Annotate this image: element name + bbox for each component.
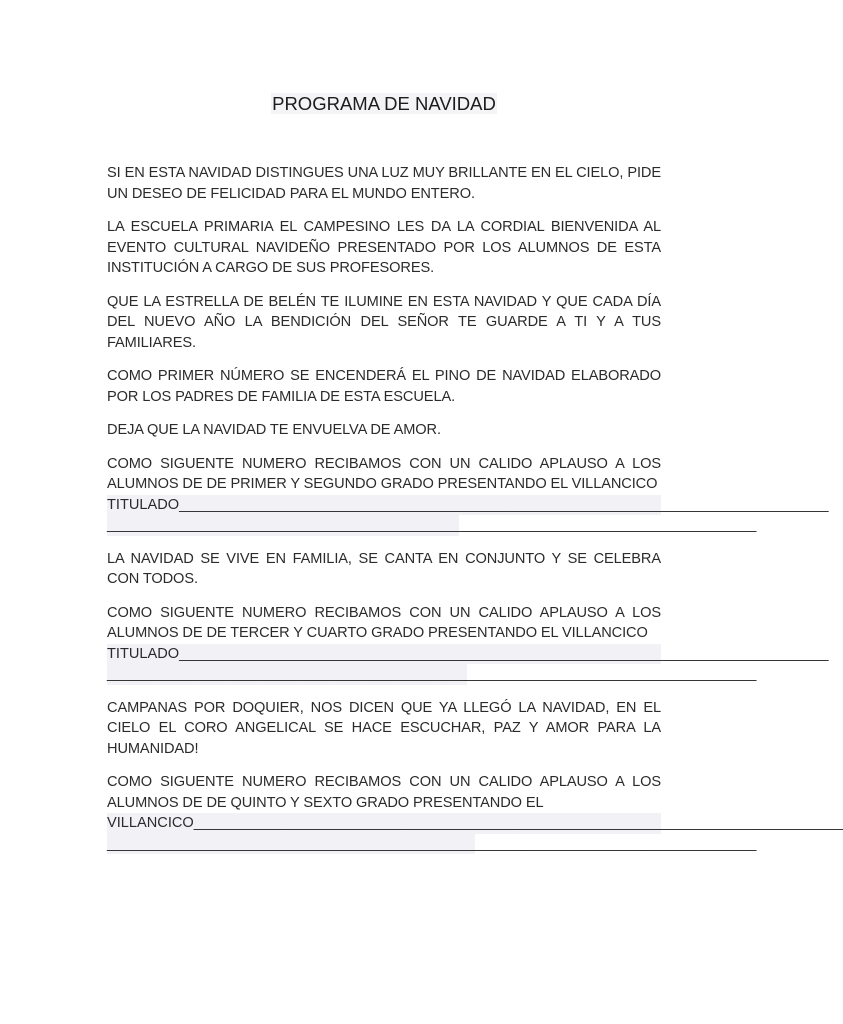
document-title: PROGRAMA DE NAVIDAD xyxy=(272,93,496,114)
blank-line-2[interactable]: ________________________________________________________________________________ xyxy=(107,664,467,685)
villancico-blank-line[interactable]: VILLANCICO________________________________________________________________________________ xyxy=(107,813,661,834)
paragraph-2: LA ESCUELA PRIMARIA EL CAMPESINO LES DA LA CORDIAL BIENVENIDA AL EVENTO CULTURAL NAVIDEÑO PRESENTADO POR LOS ALUMNOS DE ESTA INSTITUCIÓN A CARGO DE SUS PROFESORES. xyxy=(107,219,661,276)
paragraph-6 xyxy=(107,454,829,536)
paragraph-10 xyxy=(107,772,843,854)
paragraph-5: DEJA QUE LA NAVIDAD TE ENVUELVA DE AMOR. xyxy=(107,422,441,438)
paragraph-3: QUE LA ESTRELLA DE BELÉN TE ILUMINE EN ESTA NAVIDAD Y QUE CADA DÍA DEL NUEVO AÑO LA BENDICIÓN DEL SEÑOR TE GUARDE A TI Y A TUS FAMILIARES. xyxy=(107,293,661,351)
paragraph-8-text: COMO SIGUENTE NUMERO RECIBAMOS CON UN CALIDO APLAUSO A LOS ALUMNOS DE DE TERCER Y CUARTO GRADO PRESENTANDO EL VILLANCICO xyxy=(107,604,661,641)
paragraph-8 xyxy=(107,603,829,685)
blank-line-1[interactable]: ________________________________________________________________________________ xyxy=(107,515,459,536)
paragraph-6-text: COMO SIGUENTE NUMERO RECIBAMOS CON UN CALIDO APLAUSO A LOS ALUMNOS DE DE PRIMER Y SEGUNDO GRADO PRESENTANDO EL VILLANCICO xyxy=(107,455,661,492)
paragraph-10-text: COMO SIGUENTE NUMERO RECIBAMOS CON UN CALIDO APLAUSO A LOS ALUMNOS DE DE QUINTO Y SEXTO GRADO PRESENTANDO EL xyxy=(107,774,661,811)
paragraph-1: SI EN ESTA NAVIDAD DISTINGUES UNA LUZ MUY BRILLANTE EN EL CIELO, PIDE UN DESEO DE FELICIDAD PARA EL MUNDO ENTERO. xyxy=(107,165,661,202)
paragraph-9: CAMPANAS POR DOQUIER, NOS DICEN QUE YA LLEGÓ LA NAVIDAD, EN EL CIELO EL CORO ANGELICAL SE HACE ESCUCHAR, PAZ Y AMOR PARA LA HUMANIDAD! xyxy=(107,699,661,757)
document-body xyxy=(107,163,843,867)
paragraph-4: COMO PRIMER NÚMERO SE ENCENDERÁ EL PINO DE NAVIDAD ELABORADO POR LOS PADRES DE FAMILIA DE ESTA ESCUELA. xyxy=(107,368,661,405)
titled-blank-line-2[interactable]: TITULADO________________________________________________________________________________ xyxy=(107,644,661,665)
titled-blank-line-1[interactable]: TITULADO________________________________________________________________________________ xyxy=(107,495,661,516)
blank-line-3[interactable]: ________________________________________________________________________________ xyxy=(107,834,475,855)
paragraph-7: LA NAVIDAD SE VIVE EN FAMILIA, SE CANTA EN CONJUNTO Y SE CELEBRA CON TODOS. xyxy=(107,550,661,587)
